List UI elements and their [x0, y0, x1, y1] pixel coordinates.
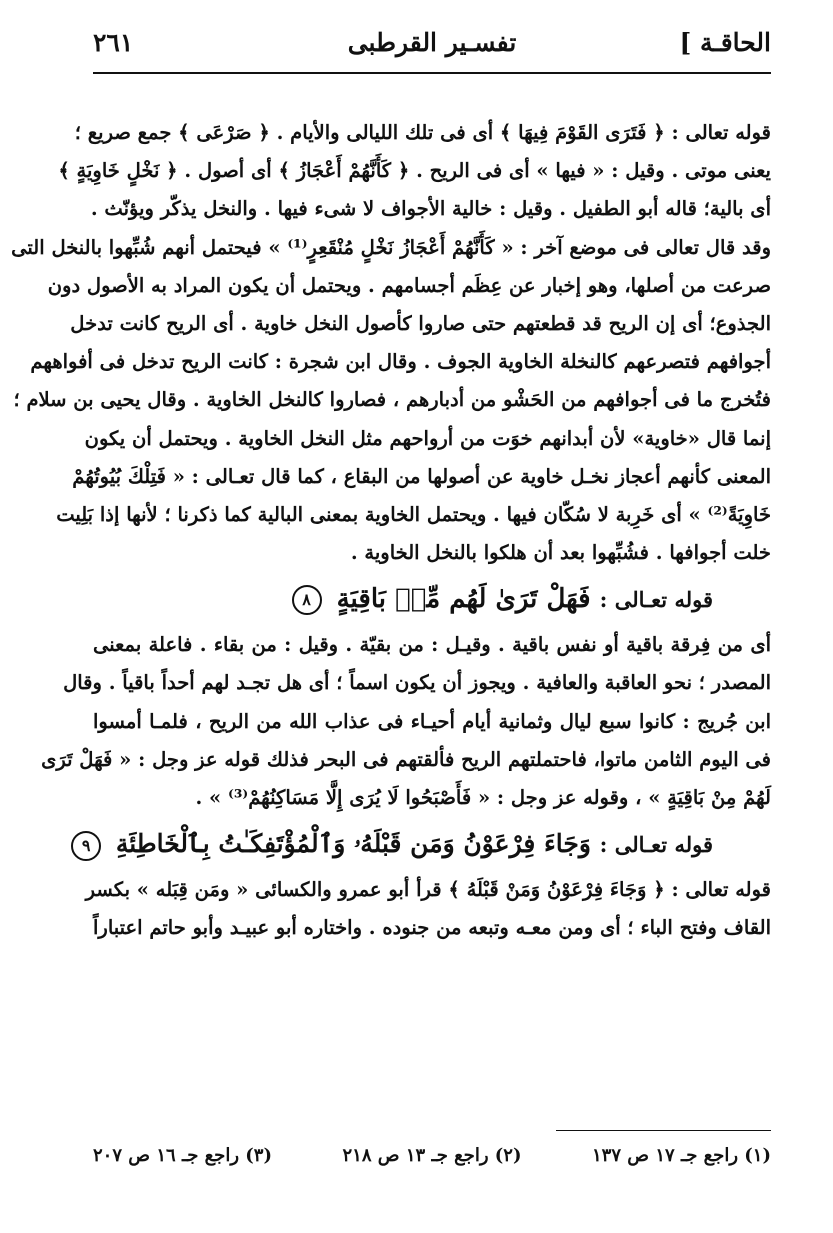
text-line: أجوافهم فتصرعهم كالنخلة الخاوية الجوف . وقال ابن شجرة : كانت الريح تدخل فى أفواههم: [30, 350, 771, 374]
text-line: صرعت من أصلها، وهو إخبار عن عِظَم أجسامهم . ويحتمل أن يكون المراد به الأصول دون: [47, 273, 771, 297]
surah-name: الحاقـة ]: [679, 28, 771, 57]
verse-intro: قوله تعـالى :: [599, 587, 713, 613]
footnote-row: [93, 1131, 771, 1166]
verse-text: وَجَاءَ فِرْعَوْنُ وَمَن قَبْلَهُۥ وَٱلْمُؤْتَفِكَـٰتُ بِٱلْخَاطِئَةِ: [115, 829, 591, 859]
footnote-item: (٣) راجع جـ ١٦ ص ٢٠٧: [93, 1145, 272, 1166]
text-line: المعنى كأنهم أعجاز نخـل خاوية عن أصولها من البقاع ، كما قال تعـالى : « فَتِلْكَ بُيُوتُهُمْ: [72, 464, 771, 488]
text-line: خَاوِيَةً⁽²⁾ » أى خَرِبة لا سُكّان فيها . ويحتمل الخاوية بمعنى البالية كما ذكرنا ؛ لأنها إذا بَلِيت: [56, 502, 771, 526]
verse-heading: [93, 572, 771, 626]
verse-text: فَهَلْ تَرَىٰ لَهُم مِّنۢ بَاقِيَةٍ: [336, 584, 591, 615]
text-line: فى اليوم الثامن ماتوا، فاحتملتهم الريح فألقتهم فى البحر فذلك قوله عز وجل : « فَهَلْ تَرَى: [41, 747, 771, 771]
text-line: ابن جُريج : كانوا سبع ليال وثمانية أيام أحيـاء فى عذاب الله من الريح ، فلمـا أمسوا: [93, 709, 771, 733]
page-body: [11, 74, 771, 948]
commentary-block-2: [41, 626, 771, 817]
text-line: أى من فِرقة باقية أو نفس باقية . وقيـل : من بقيّة . وقيل : من بقاء . فاعلة بمعنى: [93, 633, 771, 657]
verse-heading: [81, 817, 771, 871]
text-line: الجذوع؛ أى إن الريح قد قطعتهم حتى صاروا كأصول النخل خاوية . أى الريح كانت تدخل: [70, 311, 771, 335]
footnotes: [93, 1130, 771, 1166]
verse-intro: قوله تعـالى :: [599, 832, 713, 858]
verse-number-badge: ٨: [292, 585, 322, 615]
text-line: قوله تعالى : ﴿ وَجَاءَ فِرْعَوْنُ وَمَنْ قَبْلَهُ ﴾ قرأ أبو عمرو والكسائى « ومَن قِبَله » بكسر: [85, 878, 771, 902]
text-line: لَهُمْ مِنْ بَاقِيَةٍ » ، وقوله عز وجل : « فَأَصْبَحُوا لَا يُرَى إِلَّا مَسَاكِنُهُمْ⁽³⁾ » .: [195, 786, 771, 809]
text-line: القاف وفتح الباء ؛ أى ومن معـه وتبعه من جنوده . واختاره أبو عبيـد وأبو حاتم اعتباراً: [93, 916, 771, 940]
book-title: تفسـير القرطبى: [347, 28, 517, 57]
footnote-item: (٢) راجع جـ ١٣ ص ٢١٨: [342, 1145, 522, 1166]
text-line: إنما قال «خاوية» لأن أبدانهم خوَت من أرواحهم مثل النخل الخاوية . ويحتمل أن يكون: [84, 426, 771, 450]
text-line: قوله تعالى : ﴿ فَتَرَى القَوْمَ فِيهَا ﴾ أى فى تلك الليالى والأيام . ﴿ صَرْعَى ﴾ جمع صريع ؛: [74, 121, 771, 144]
text-line: فتُخرج ما فى أجوافهم من الحَشْو من أدبارهم ، فصاروا كالنخل الخاوية . وقال يحيى بن سلام ؛: [13, 388, 771, 412]
text-line: يعنى موتى . وقيل : « فيها » أى فى الريح . ﴿ كَأَنَّهُمْ أَعْجَازُ ﴾ أى أصول . ﴿ نَخْلٍ خَاوِيَةٍ ﴾: [58, 159, 771, 183]
commentary-block-3: [85, 871, 771, 947]
commentary-block-1: [11, 114, 771, 572]
page-number: ٢٦١: [93, 28, 134, 57]
footnote-item: (١) راجع جـ ١٧ ص ١٣٧: [592, 1145, 771, 1166]
running-header: [93, 20, 771, 74]
verse-number-badge: ٩: [71, 831, 101, 861]
text-line: أى بالية؛ قاله أبو الطفيل . وقيل : خالية الأجواف لا شىء فيها . والنخل يذكّر ويؤنّث .: [90, 197, 771, 221]
text-line: خلت أجوافها . فشُبِّهوا بعد أن هلكوا بالنخل الخاوية .: [350, 541, 771, 565]
text-line: وقد قال تعالى فى موضع آخر : « كَأَنَّهُمْ أَعْجَازُ نَخْلٍ مُنْقَعِرٍ⁽¹⁾ » فيحتمل أنهم شُبِّهوا بالنخل التى: [11, 235, 771, 259]
text-line: المصدر ؛ نحو العاقبة والعافية . ويجوز أن يكون اسماً ؛ أى هل تجـد لهم أحداً باقياً . وقال: [63, 671, 771, 695]
